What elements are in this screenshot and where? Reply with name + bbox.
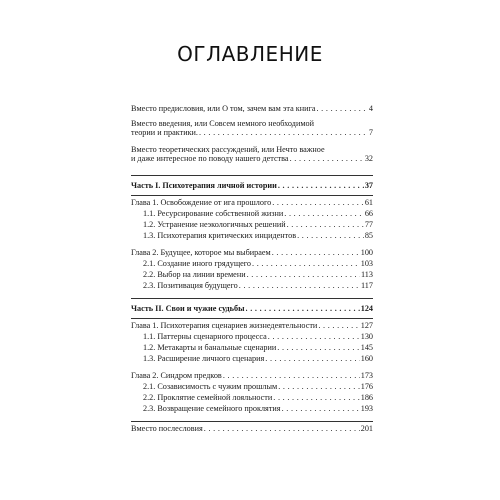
page-title: ОГЛАВЛЕНИЕ — [177, 42, 323, 66]
toc-chapter — [131, 321, 373, 330]
toc-entry — [131, 119, 373, 138]
toc-entry-title: 2.2. Выбор на линии времени — [143, 270, 246, 279]
toc-entry-page: 173 — [360, 371, 373, 380]
toc-entry-page: 176 — [360, 382, 373, 391]
toc-entry-page: 85 — [364, 231, 373, 240]
toc-section — [143, 332, 373, 341]
toc-entry-title: Часть II. Свои и чужие судьбы — [131, 304, 245, 313]
toc-entry-page: 193 — [360, 404, 373, 413]
divider — [131, 421, 373, 422]
toc-part-heading — [131, 181, 373, 190]
toc-entry-page: 7 — [368, 128, 373, 138]
toc-entry-page: 103 — [360, 259, 373, 268]
toc-entry — [131, 424, 373, 433]
toc-entry-title: теории и практики. — [131, 128, 198, 138]
toc-entry-page: 32 — [364, 154, 373, 164]
toc-entry-title: 2.2. Проклятие семейной лояльности — [143, 393, 273, 402]
toc-entry-title-line: Вместо теоретических рассуждений, или Нечто важное — [131, 145, 325, 154]
toc-section — [143, 259, 373, 268]
toc-entry-page: 37 — [364, 181, 373, 190]
toc-entry-title: Вместо предисловия, или О том, зачем вам эта книга — [131, 104, 316, 113]
toc-entry — [131, 145, 373, 164]
divider — [131, 318, 373, 319]
toc-chapter — [131, 198, 373, 207]
toc-entry-page: 186 — [360, 393, 373, 402]
toc-section — [143, 354, 373, 363]
toc-entry-title: 1.3. Расширение личного сценария — [143, 354, 265, 363]
toc-entry-title: Вместо послесловия — [131, 424, 203, 433]
toc-entry-page: 4 — [368, 104, 373, 113]
toc-section — [143, 393, 373, 402]
toc-entry-page: 117 — [361, 281, 373, 290]
toc-entry-title: 1.2. Устранение неэкологичных решений — [143, 220, 286, 229]
toc-entry-title: 1.1. Паттерны сценарного процесса — [143, 332, 267, 341]
toc-entry-page: 160 — [360, 354, 373, 363]
divider — [131, 175, 373, 176]
toc-entry-title: Глава 1. Освобождение от ига прошлого — [131, 198, 272, 207]
toc-entry-title: 1.2. Метакарты и банальные сценарии — [143, 343, 277, 352]
toc-entry-page: 124 — [360, 304, 373, 313]
toc-section — [143, 382, 373, 391]
divider — [131, 298, 373, 299]
toc-entry-page: 61 — [364, 198, 373, 207]
toc-section — [143, 231, 373, 240]
toc-entry-title: и даже интересное по поводу нашего детства — [131, 154, 289, 164]
divider — [131, 195, 373, 196]
toc-chapter — [131, 248, 373, 257]
toc-entry-title-line: Вместо введения, или Совсем немного необходимой — [131, 119, 314, 128]
toc-part-heading — [131, 304, 373, 313]
toc-entry-page: 127 — [360, 321, 373, 330]
toc-entry-title: 2.3. Возвращение семейного проклятия — [143, 404, 281, 413]
toc-entry-title: Глава 2. Будущее, которое мы выбираем — [131, 248, 271, 257]
toc-entry-page: 130 — [360, 332, 373, 341]
toc-entry-title: Часть I. Психотерапия личной истории — [131, 181, 277, 190]
toc-entry-title: 1.1. Ресурсирование собственной жизни — [143, 209, 284, 218]
toc-section — [143, 281, 373, 290]
toc-entry-page: 113 — [361, 270, 373, 279]
toc-section — [143, 270, 373, 279]
toc-chapter — [131, 371, 373, 380]
toc-entry-page: 145 — [360, 343, 373, 352]
toc-entry-page: 66 — [364, 209, 373, 218]
toc-entry-title: 2.3. Позитивация будущего — [143, 281, 238, 290]
toc-entry-title: 2.1. Созависимость с чужим прошлым — [143, 382, 278, 391]
toc-entry-title: Глава 1. Психотерапия сценариев жизнедеятельности — [131, 321, 318, 330]
toc-section — [143, 343, 373, 352]
toc-entry-title: 2.1. Создание иного грядущего — [143, 259, 252, 268]
toc-entry-page: 77 — [364, 220, 373, 229]
toc-section — [143, 220, 373, 229]
toc-section — [143, 209, 373, 218]
toc-entry-page: 201 — [360, 424, 373, 433]
toc-entry-title: 1.3. Психотерапия критических инцидентов — [143, 231, 297, 240]
toc-entry-page: 100 — [360, 248, 373, 257]
toc-section — [143, 404, 373, 413]
toc-entry-title: Глава 2. Синдром предков — [131, 371, 222, 380]
toc-entry — [131, 104, 373, 113]
